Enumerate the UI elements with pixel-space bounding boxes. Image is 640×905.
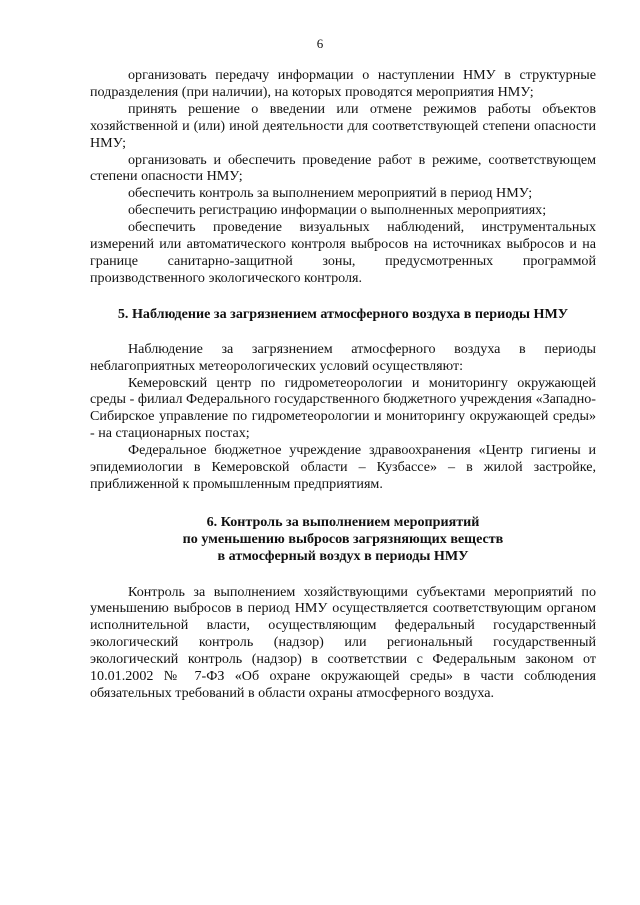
paragraph: обеспечить регистрацию информации о выполненных мероприятиях; (128, 202, 547, 219)
paragraph: организовать передачу информации о наступлении НМУ в структурные подразделения (при наличии), на которых проводятся мероприятия НМУ; (90, 67, 596, 100)
paragraph: Контроль за выполнением хозяйствующими субъектами мероприятий по уменьшению выбросов в период НМУ осуществляется соответствующим органом исполнительной власти, осуществляющим федеральный государственный экологический контроль (надзор) или региональный государственный экологический контроль (надзор) в соответствии с Федеральным законом от 10.01.2002 № 7-ФЗ «Об охране окружающей среды» в части соблюдения обязательных требований в области охраны атмосферного воздуха. (90, 583, 596, 701)
document-body (90, 67, 596, 702)
section-6-heading-line: по уменьшению выбросов загрязняющих веществ (182, 530, 504, 547)
section-5-heading: 5. Наблюдение за загрязнением атмосферного воздуха в периоды НМУ (117, 305, 569, 322)
section-6-heading-line: в атмосферный воздух в периоды НМУ (217, 547, 469, 564)
page-number: 6 (316, 36, 324, 51)
paragraph: принять решение о введении или отмене режимов работы объектов хозяйственной и (или) иной деятельности для соответствующей степени опасности НМУ; (90, 100, 596, 151)
paragraph: Наблюдение за загрязнением атмосферного воздуха в периоды неблагоприятных метеорологических условий осуществляют: (90, 340, 596, 374)
paragraph: Кемеровский центр по гидрометеорологии и мониторингу окружающей среды - филиал Федерального государственного бюджетного учреждения «Западно-Сибирское управление по гидрометеорологии и мониторингу окружающей среды» - на стационарных постах; (90, 374, 596, 442)
paragraph: обеспечить проведение визуальных наблюдений, инструментальных измерений или автоматического контроля выбросов на источниках выбросов и на границе санитарно-защитной зоны, предусмотренных программой производственного экологического контроля. (90, 219, 596, 286)
paragraph: обеспечить контроль за выполнением мероприятий в период НМУ; (128, 185, 533, 202)
section-6-heading (90, 514, 596, 565)
paragraph: Федеральное бюджетное учреждение здравоохранения «Центр гигиены и эпидемиологии в Кемеровской области – Кузбассе» – в жилой застройке, приближенной к промышленным предприятиям. (90, 442, 596, 492)
section-6-heading-line: 6. Контроль за выполнением мероприятий (206, 513, 480, 530)
paragraph: организовать и обеспечить проведение работ в режиме, соответствующем степени опасности НМУ; (90, 151, 596, 185)
